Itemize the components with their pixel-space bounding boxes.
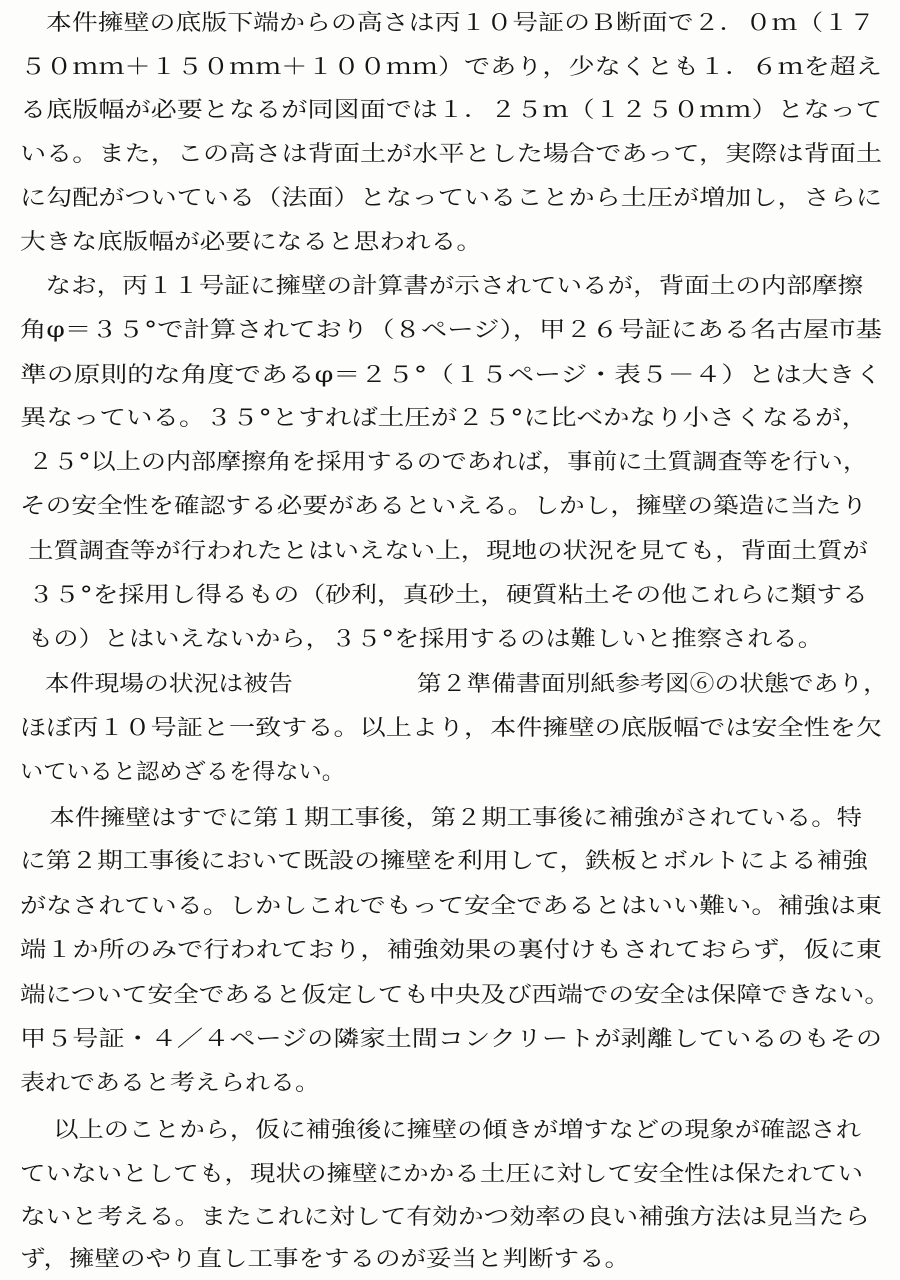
text-line-content: 本件現場の状況は被告 第２準備書面別紙参考図⑥の状態であり， [20, 672, 888, 697]
text-line-content: なお，丙１１号証に擁壁の計算書が示されているが，背面土の内部摩擦 [20, 274, 863, 299]
text-line [0, 1240, 900, 1280]
text-line-content: 本件擁壁はすでに第１期工事後，第２期工事後に補強がされている。特 [24, 806, 862, 831]
text-line-content: 表れであると考えられる。 [20, 1071, 320, 1096]
text-line-content: に第２期工事後において既設の擁壁を利用して，鉄板とボルトによる補強 [20, 849, 868, 874]
text-line [0, 665, 900, 705]
text-line [0, 976, 900, 1016]
text-line-content: 大きな底版幅が必要になると思われる。 [20, 230, 482, 255]
text-line-content: 端１か所のみで行われており，補強効果の裏付けもされておらず，仮に東 [20, 938, 882, 963]
text-line [0, 443, 900, 483]
text-line-content: 端について安全であると仮定しても中央及び西端での安全は保障できない。 [20, 983, 890, 1008]
text-line [0, 931, 900, 971]
text-line-content: いる。また，この高さは背面土が水平とした場合であって，実際は背面土 [20, 142, 882, 167]
text-line [0, 223, 900, 263]
text-line [0, 1064, 900, 1104]
text-line [0, 91, 900, 131]
text-line-content: 甲５号証・４／４ページの隣家土間コンクリートが剥離しているのもその [20, 1027, 882, 1052]
text-line-content: 本件擁壁の底版下端からの高さは丙１０号証のＢ断面で２．０ｍ（１７ [20, 11, 875, 36]
text-line [0, 799, 900, 839]
text-line [0, 709, 900, 749]
text-line [0, 311, 900, 351]
text-line-content: いていると認めざるを得ない。 [20, 760, 346, 785]
text-line-content: ず，擁壁のやり直し工事をするのが妥当と判断する。 [20, 1247, 630, 1272]
text-line [0, 753, 900, 793]
text-line [0, 356, 900, 396]
text-line [0, 267, 900, 307]
text-line [0, 48, 900, 88]
text-line-content: ていないとしても，現状の擁壁にかかる土圧に対して安全性は保たれてい [20, 1162, 863, 1187]
text-line [0, 399, 900, 439]
text-line [0, 1111, 900, 1151]
text-line-content: ３５°を採用し得るもの（砂利，真砂土，硬質粘土その他これらに類する [28, 583, 868, 608]
text-line [0, 576, 900, 616]
text-line-content: ほぼ丙１０号証と一致する。以上より，本件擁壁の底版幅では安全性を欠 [20, 716, 882, 741]
text-line-content: もの）とはいえないから，３５°を採用するのは難しいと推察される。 [28, 627, 823, 652]
text-line-content: ５０ｍｍ＋１５０ｍｍ＋１００ｍｍ）であり，少なくとも１．６ｍを超え [20, 55, 882, 80]
text-line [0, 135, 900, 175]
text-line-content: ないと考える。またこれに対して有効かつ効率の良い補強方法は見当たら [20, 1205, 871, 1230]
text-line-content: に勾配がついている（法面）となっていることから土圧が増加し，さらに [20, 186, 882, 211]
text-line-content: 土質調査等が行われたとはいえない上，現地の状況を見ても，背面土質が [28, 539, 869, 564]
text-line-content: 異なっている。３５°とすれば土圧が２５°に比べかなり小さくなるが， [20, 406, 868, 431]
text-line [0, 179, 900, 219]
text-line [0, 1020, 900, 1060]
text-line [0, 4, 900, 44]
text-line [0, 1198, 900, 1238]
text-line-content: がなされている。しかしこれでもって安全であるとはいい難い。補強は東 [20, 894, 882, 919]
text-line [0, 842, 900, 882]
text-line-content: 準の原則的な角度であるφ＝２５°（１５ページ・表５－４）とは大きく [20, 363, 883, 388]
text-line-content: る底版幅が必要となるが同図面では１．２５ｍ（１２５０ｍｍ）となって [20, 98, 882, 123]
text-line [0, 532, 900, 572]
text-line-content: 以上のことから，仮に補強後に擁壁の傾きが増すなどの現象が確認され [28, 1118, 861, 1143]
text-line-content: その安全性を確認する必要があるといえる。しかし，擁壁の築造に当たり [20, 494, 867, 519]
text-line [0, 620, 900, 660]
text-line [0, 1155, 900, 1195]
text-line-content: ２５°以上の内部摩擦角を採用するのであれば，事前に土質調査等を行い， [28, 450, 869, 475]
text-line [0, 887, 900, 927]
text-line-content: 角φ＝３５°で計算されており（８ページ），甲２６号証にある名古屋市基 [20, 318, 882, 343]
text-line [0, 487, 900, 527]
